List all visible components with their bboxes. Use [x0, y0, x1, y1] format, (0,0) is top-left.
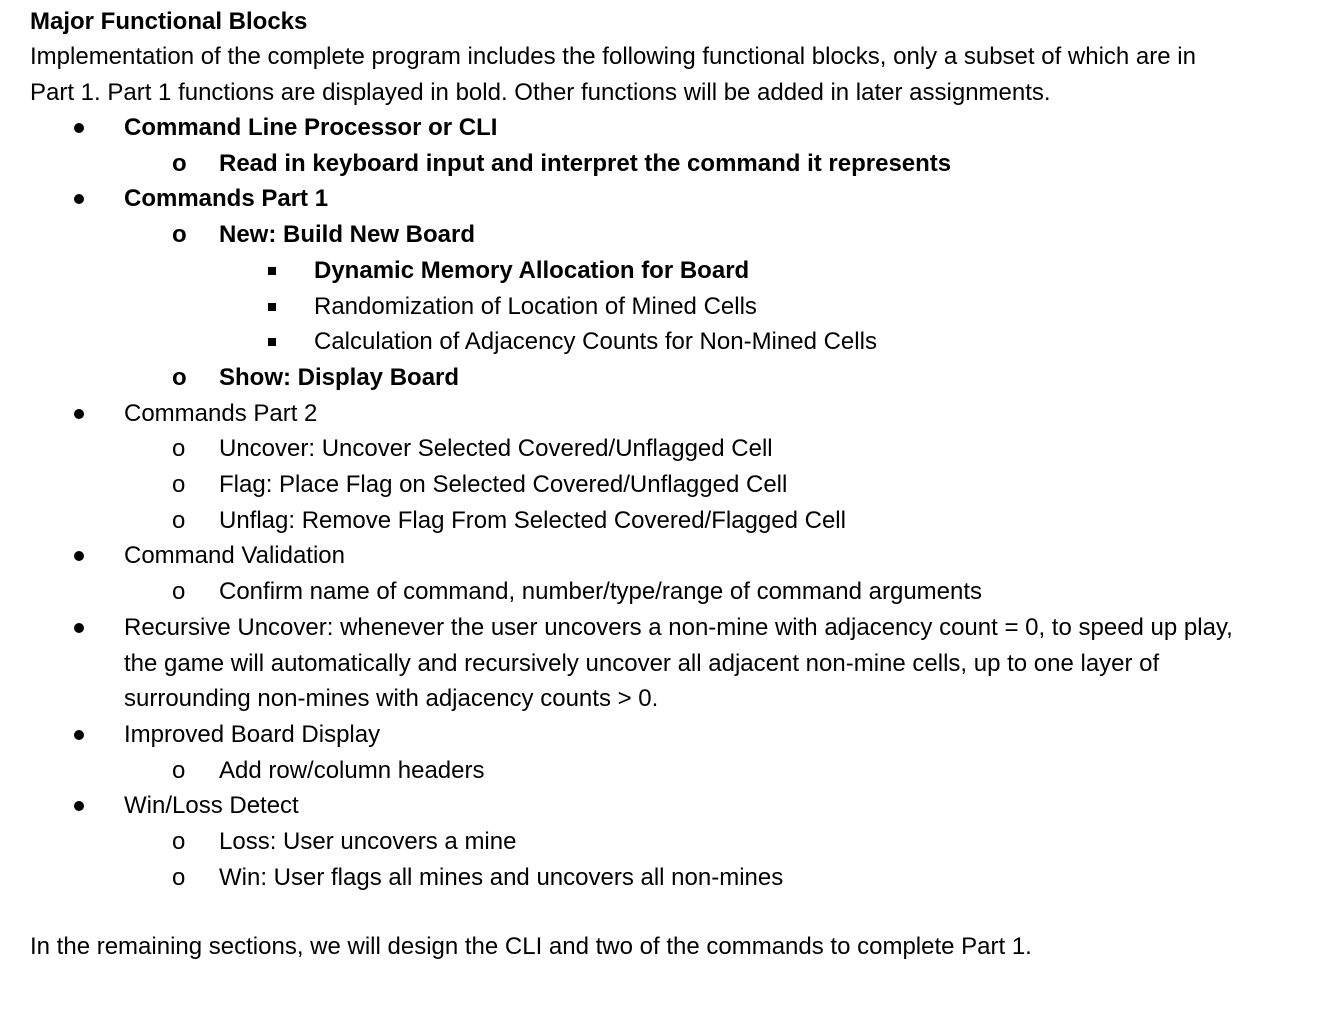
block-label: Command Validation: [124, 542, 346, 570]
circle-bullet-icon: o: [172, 221, 187, 249]
subsubitem-label: Dynamic Memory Allocation for Board: [314, 256, 750, 284]
subsubitem-label: Randomization of Location of Mined Cells: [314, 292, 757, 320]
list-item: [30, 289, 1300, 325]
list-item: [30, 860, 1300, 896]
closing-paragraph: In the remaining sections, we will design the CLI and two of the commands to complete Part 1.: [30, 933, 1032, 961]
list-item: [30, 538, 1300, 609]
list-item: [30, 396, 1300, 539]
circle-bullet-icon: o: [172, 578, 186, 606]
section-heading: Major Functional Blocks: [30, 8, 308, 35]
block-label: Commands Part 1: [124, 185, 329, 213]
subitem-label: Loss: User uncovers a mine: [219, 828, 517, 856]
list-item: [30, 467, 1300, 503]
circle-bullet-icon: o: [172, 756, 186, 784]
list-item: [30, 181, 1300, 395]
list-item: [30, 610, 1300, 717]
block-label: Win/Loss Detect: [124, 792, 299, 820]
circle-bullet-icon: o: [172, 435, 186, 463]
list-item: [30, 110, 1300, 181]
list-item: [30, 146, 1300, 182]
block-label: Commands Part 2: [124, 399, 318, 427]
list-item: [30, 253, 1300, 289]
block-label: Recursive Uncover: whenever the user uncovers a non-mine with adjacency count = 0, to speed up play, the game will automatically and recursively uncover all adjacent non-mine cells, up to one layer of surrounding non-mines with adjacency counts > 0.: [124, 613, 1233, 713]
list-item: [30, 360, 1300, 396]
list-item: [30, 217, 1300, 360]
block-label: Command Line Processor or CLI: [124, 114, 498, 141]
subitem-label: Unflag: Remove Flag From Selected Covered/Flagged Cell: [219, 506, 846, 534]
subitem-label: Show: Display Board: [219, 363, 460, 391]
circle-bullet-icon: o: [172, 363, 187, 391]
circle-bullet-icon: o: [172, 506, 186, 534]
list-item: [30, 574, 1300, 610]
circle-bullet-icon: o: [172, 149, 187, 177]
subitem-label: Confirm name of command, number/type/range of command arguments: [219, 578, 983, 606]
list-item: [30, 431, 1300, 467]
list-item: [30, 503, 1300, 539]
intro-paragraph: Implementation of the complete program includes the following functional blocks, only a subset of which are in Part 1. Part 1 functions are displayed in bold. Other functions will be added in later assignments.: [30, 43, 1196, 106]
subitem-label: Flag: Place Flag on Selected Covered/Unflagged Cell: [219, 471, 788, 499]
list-item: [30, 788, 1300, 895]
circle-bullet-icon: o: [172, 828, 186, 856]
subitem-label: Uncover: Uncover Selected Covered/Unflagged Cell: [219, 435, 773, 463]
list-item: [30, 753, 1300, 789]
circle-bullet-icon: o: [172, 471, 186, 499]
subitem-label: New: Build New Board: [219, 221, 476, 249]
list-item: [30, 324, 1300, 360]
subsubitem-label: Calculation of Adjacency Counts for Non-Mined Cells: [314, 328, 877, 356]
subitem-label: Read in keyboard input and interpret the command it represents: [219, 149, 952, 177]
subitem-label: Add row/column headers: [219, 756, 485, 784]
circle-bullet-icon: o: [172, 863, 186, 891]
document-body: [30, 4, 1300, 965]
block-label: Improved Board Display: [124, 720, 381, 748]
list-item: [30, 717, 1300, 788]
list-item: [30, 824, 1300, 860]
functional-blocks-list: [30, 110, 1300, 895]
subitem-label: Win: User flags all mines and uncovers all non-mines: [219, 863, 784, 891]
